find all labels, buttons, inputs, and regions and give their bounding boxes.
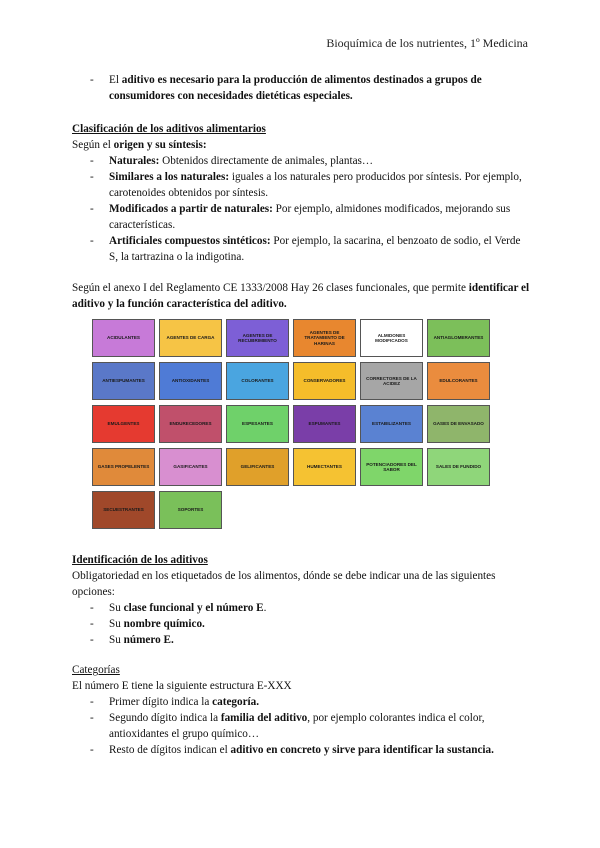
function-class-tile [226,448,289,486]
bullet-dash: - [90,744,94,756]
function-class-label: SOPORTES [177,507,204,513]
intro-prefix: El [109,74,122,86]
function-class-label: CORRECTORES DE LA ACIDEZ [366,375,417,386]
bullet-dash: - [90,712,94,724]
function-class-label: GASES PROPELENTES [97,464,150,470]
function-class-label: HUMECTANTES [307,464,342,470]
bullet-dash: - [90,618,94,630]
section-heading: Categorías [72,664,120,676]
item-prefix: Su [109,618,124,630]
list-item [72,710,532,742]
bullet-dash: - [90,171,94,183]
function-class-label: CONSERVADORES [303,378,346,384]
item-bold: Artificiales compuestos sintéticos: [109,235,271,247]
classification-lead [72,137,532,153]
categories-section [72,662,532,758]
function-class-tile [226,362,289,400]
function-class-tile [360,448,423,486]
item-bold: Naturales: [109,155,160,167]
function-class-tile [360,319,423,357]
identification-section [72,552,532,648]
function-class-label: GASES DE ENVASADO [433,421,484,427]
function-class-label: AGENTES DE CARGA [166,335,215,341]
annex-text: Según el anexo I del Reglamento CE 1333/2008 Hay 26 clases funcionales, que permite [72,282,469,294]
function-class-tile [427,448,490,486]
function-class-label: GELIFICANTES [240,464,275,470]
item-bold: número E. [123,634,174,646]
function-class-tile [360,362,423,400]
item-prefix: Su [109,602,124,614]
function-class-tile [92,362,155,400]
bullet-dash: - [90,634,94,646]
item-text: Por ejemplo, almidones modificados, mejorando sus características. [109,203,511,231]
function-class-tile [92,448,155,486]
item-bold: clase funcional y el número E [123,602,264,614]
section-heading: Clasificación de los aditivos alimentarios [72,123,266,135]
item-bold: Similares a los naturales: [109,171,230,183]
list-item [72,616,532,632]
function-class-tile [159,448,222,486]
annex-bold: identificar el aditivo y la función característica del aditivo. [72,282,530,310]
bullet-dash: - [90,235,94,247]
function-class-tile [427,362,490,400]
function-class-label: ESTABILIZANTES [372,421,411,427]
list-item [72,72,532,104]
list-item [72,169,532,201]
function-class-tile [427,405,490,443]
function-class-label: EMULGENTES [107,421,140,427]
function-class-label: ESPESANTES [242,421,273,427]
functional-classes-figure [92,319,502,533]
item-suffix: . [263,602,267,614]
function-class-tile [159,491,222,529]
lead-bold: origen y su síntesis: [113,139,207,151]
list-item [72,742,532,758]
list-item [72,694,532,710]
item-prefix: Primer dígito indica la [109,696,213,708]
function-class-label: COLORANTES [241,378,274,384]
annex-paragraph [72,280,532,312]
section-heading: Identificación de los aditivos [72,554,208,566]
intro-bold: aditivo es necesario para la producción de alimentos destinados a grupos de consumidores con necesidades dietéticas especiales. [109,74,482,102]
list-item [72,632,532,648]
bullet-dash: - [90,203,94,215]
categories-text: El número E tiene la siguiente estructura E-XXX [72,680,292,692]
list-item [72,201,532,233]
item-suffix: , por ejemplo colorantes indica el color, antioxidantes el grupo químico… [109,712,485,740]
function-class-tile [293,448,356,486]
function-class-label: ANTIOXIDANTES [171,378,210,384]
function-class-label: POTENCIADORES DEL SABOR [366,461,417,472]
identification-text: Obligatoriedad en los etiquetados de los alimentos, dónde se debe indicar una de las siguientes opciones: [72,570,496,598]
function-class-label: SALES DE FUNDIDO [435,464,482,470]
function-class-label: AGENTES DE TRATAMIENTO DE HARINAS [304,329,345,346]
function-class-label: ALMIDONES MODIFICADOS [375,332,408,343]
item-prefix: Resto de dígitos indican el [109,744,231,756]
function-class-tile [293,319,356,357]
function-class-tile [92,319,155,357]
function-class-label: AGENTES DE RECUBRIMIENTO [238,332,277,343]
function-class-label: ESPUMANTES [308,421,341,427]
function-class-tile [159,405,222,443]
item-bold: nombre químico. [123,618,205,630]
function-class-tile [226,319,289,357]
function-class-tile [427,319,490,357]
lead-prefix: Según el [72,139,114,151]
item-bold: categoría. [212,696,260,708]
function-class-tile [293,405,356,443]
list-item [72,233,532,265]
bullet-dash: - [90,696,94,708]
item-text: Obtenidos directamente de animales, plantas… [159,155,374,167]
function-class-label: ENDURECEDORES [169,421,212,427]
function-class-label: ANTIESPUMANTES [102,378,145,384]
function-class-tile [92,405,155,443]
list-item [72,600,532,616]
function-class-label: GASIFICANTES [173,464,208,470]
function-class-label: ACIDULANTES [107,335,140,341]
function-class-label: SECUESTRANTES [103,507,144,513]
item-bold: Modificados a partir de naturales: [109,203,273,215]
function-class-tile [159,319,222,357]
item-bold: familia del aditivo [220,712,308,724]
classification-section [72,121,532,265]
intro-section [72,72,532,104]
page-header: Bioquímica de los nutrientes, 1º Medicina [326,36,528,50]
item-bold: aditivo en concreto y sirve para identificar la sustancia. [230,744,494,756]
item-prefix: Segundo dígito indica la [109,712,221,724]
function-class-tile [360,405,423,443]
bullet-dash: - [90,602,94,614]
item-prefix: Su [109,634,124,646]
function-class-tile [159,362,222,400]
item-text: Por ejemplo, la sacarina, el benzoato de sodio, el Verde S, la tartrazina o la indigotina. [109,235,521,263]
item-text: iguales a los naturales pero producidos por síntesis. Por ejemplo, carotenoides obtenidos por síntesis. [109,171,522,199]
bullet-dash: - [90,74,94,86]
function-class-tile [226,405,289,443]
bullet-dash: - [90,155,94,167]
function-class-label: ANTIAGLOMERANTES [433,335,484,341]
function-class-label: EDULCORANTES [439,378,478,384]
function-class-tile [293,362,356,400]
list-item [72,153,532,169]
function-class-tile [92,491,155,529]
